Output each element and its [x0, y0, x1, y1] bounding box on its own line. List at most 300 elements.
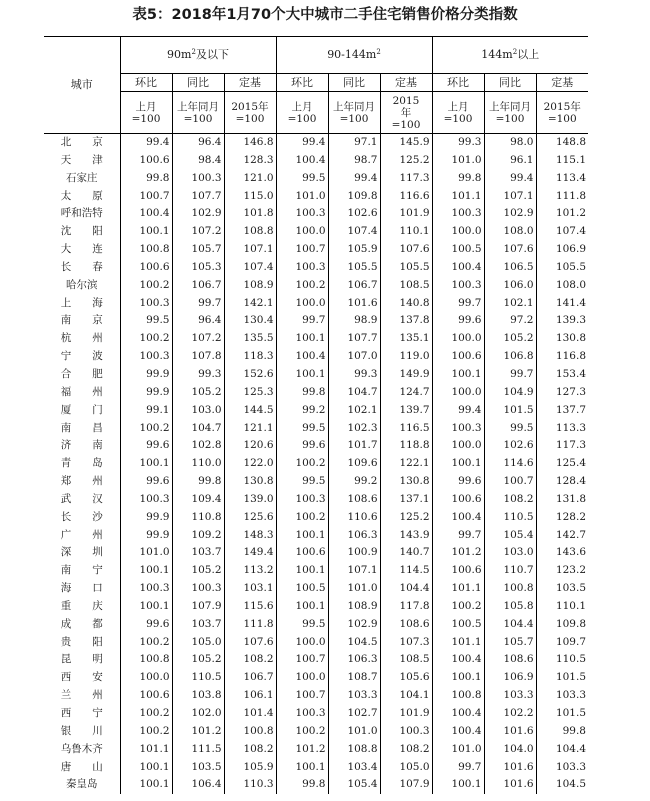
index-value: 100.2: [276, 277, 328, 295]
index-value: 99.6: [276, 437, 328, 455]
index-value: 107.6: [224, 634, 276, 652]
table-row: [44, 312, 588, 330]
index-value: 105.3: [172, 259, 224, 277]
index-value: 117.3: [536, 437, 588, 455]
index-value: 106.4: [172, 776, 224, 794]
index-value: 103.5: [172, 759, 224, 777]
index-value: 101.7: [328, 437, 380, 455]
index-value: 98.7: [328, 152, 380, 170]
table-row: [44, 580, 588, 598]
index-value: 100.4: [432, 509, 484, 527]
index-value: 100.1: [432, 669, 484, 687]
index-value: 101.0: [120, 544, 172, 562]
desc-prev-year-month: 上年同月 =100: [172, 92, 224, 134]
index-value: 102.1: [484, 295, 536, 313]
table-row: [44, 223, 588, 241]
index-value: 115.1: [536, 152, 588, 170]
index-value: 100.6: [120, 259, 172, 277]
index-value: 101.6: [484, 723, 536, 741]
index-value: 101.9: [380, 705, 432, 723]
index-value: 98.0: [484, 134, 536, 152]
city-name: 厦 门: [60, 403, 103, 416]
index-value: 139.3: [536, 312, 588, 330]
city-name: 乌鲁木齐: [60, 742, 103, 755]
table-row: [44, 455, 588, 473]
index-value: 108.5: [380, 651, 432, 669]
index-value: 113.2: [224, 562, 276, 580]
index-value: 99.5: [276, 616, 328, 634]
index-value: 103.7: [172, 544, 224, 562]
index-value: 110.5: [536, 651, 588, 669]
city-name: 南 昌: [60, 421, 103, 434]
table-row: [44, 723, 588, 741]
index-value: 106.9: [536, 241, 588, 259]
index-value: 99.2: [276, 402, 328, 420]
city-column-header: 城市: [44, 37, 120, 134]
sub-header-base: 定基: [224, 74, 276, 92]
city-name: 贵 阳: [60, 635, 103, 648]
index-value: 103.5: [536, 580, 588, 598]
index-value: 105.5: [380, 259, 432, 277]
desc-base-2015: 2015年 =100: [536, 92, 588, 134]
table-row: [44, 616, 588, 634]
index-value: 101.5: [484, 402, 536, 420]
index-value: 100.2: [120, 277, 172, 295]
index-value: 130.4: [224, 312, 276, 330]
table-row: [44, 634, 588, 652]
city-name: 秦皇岛: [66, 778, 98, 791]
index-value: 100.0: [276, 669, 328, 687]
index-value: 107.9: [380, 776, 432, 794]
index-value: 96.4: [172, 134, 224, 152]
index-value: 100.6: [120, 687, 172, 705]
index-value: 116.8: [536, 348, 588, 366]
index-value: 100.0: [276, 295, 328, 313]
city-name: 青 岛: [60, 457, 103, 470]
index-value: 119.0: [380, 348, 432, 366]
index-value: 107.7: [172, 188, 224, 206]
table-row: [44, 544, 588, 562]
index-value: 105.7: [172, 241, 224, 259]
index-value: 107.1: [484, 188, 536, 206]
table-row: [44, 776, 588, 794]
index-value: 100.4: [432, 651, 484, 669]
index-value: 118.3: [224, 348, 276, 366]
index-value: 105.9: [224, 759, 276, 777]
index-value: 104.4: [484, 616, 536, 634]
city-name: 大 连: [60, 243, 103, 256]
index-value: 100.3: [120, 491, 172, 509]
index-value: 140.8: [380, 295, 432, 313]
index-value: 108.2: [484, 491, 536, 509]
index-value: 101.1: [120, 741, 172, 759]
index-value: 100.4: [276, 152, 328, 170]
index-value: 99.4: [120, 134, 172, 152]
index-value: 102.2: [484, 705, 536, 723]
city-name: 南 京: [60, 314, 103, 327]
index-value: 140.7: [380, 544, 432, 562]
table-row: [44, 188, 588, 206]
index-value: 110.3: [224, 776, 276, 794]
index-value: 125.2: [380, 152, 432, 170]
index-value: 100.2: [120, 723, 172, 741]
table-row: [44, 741, 588, 759]
index-value: 100.3: [432, 420, 484, 438]
index-value: 148.8: [536, 134, 588, 152]
index-value: 105.7: [484, 634, 536, 652]
index-value: 100.1: [276, 598, 328, 616]
index-value: 100.8: [484, 580, 536, 598]
index-value: 102.8: [172, 437, 224, 455]
table-row: [44, 366, 588, 384]
index-value: 105.2: [484, 330, 536, 348]
city-name: 太 原: [60, 189, 103, 202]
index-value: 99.1: [120, 402, 172, 420]
index-value: 101.0: [328, 723, 380, 741]
index-value: 100.2: [120, 705, 172, 723]
desc-prev-month: 上月 =100: [432, 92, 484, 134]
index-value: 102.6: [484, 437, 536, 455]
index-value: 100.1: [432, 455, 484, 473]
city-name: 深 圳: [60, 546, 103, 559]
table-row: [44, 687, 588, 705]
index-value: 100.7: [276, 651, 328, 669]
index-value: 101.2: [536, 205, 588, 223]
index-value: 131.8: [536, 491, 588, 509]
index-value: 103.7: [172, 616, 224, 634]
index-value: 105.4: [328, 776, 380, 794]
index-value: 142.7: [536, 527, 588, 545]
index-value: 99.6: [120, 437, 172, 455]
index-value: 100.1: [120, 455, 172, 473]
index-value: 99.4: [484, 170, 536, 188]
table-row: [44, 402, 588, 420]
index-value: 101.2: [432, 544, 484, 562]
index-value: 110.8: [172, 509, 224, 527]
index-value: 106.7: [172, 277, 224, 295]
index-value: 101.0: [432, 152, 484, 170]
index-value: 105.2: [172, 384, 224, 402]
table-row: [44, 651, 588, 669]
group-header-small-suffix: 及以下: [195, 48, 229, 61]
table-row: [44, 241, 588, 259]
index-value: 104.9: [484, 384, 536, 402]
index-value: 100.1: [120, 598, 172, 616]
index-value: 100.4: [276, 348, 328, 366]
sub-header-yoy: 同比: [484, 74, 536, 92]
index-value: 108.9: [224, 277, 276, 295]
index-value: 114.6: [484, 455, 536, 473]
index-value: 102.3: [328, 420, 380, 438]
price-index-table: [44, 36, 588, 794]
index-value: 148.3: [224, 527, 276, 545]
index-value: 100.0: [432, 384, 484, 402]
index-value: 108.8: [224, 223, 276, 241]
index-value: 100.1: [276, 759, 328, 777]
index-value: 105.9: [328, 241, 380, 259]
group-header-medium: [276, 37, 432, 74]
index-value: 99.2: [328, 473, 380, 491]
index-value: 103.0: [484, 544, 536, 562]
index-value: 137.8: [380, 312, 432, 330]
index-value: 122.1: [380, 455, 432, 473]
index-value: 108.5: [380, 277, 432, 295]
index-value: 106.9: [484, 669, 536, 687]
index-value: 105.2: [172, 562, 224, 580]
index-value: 100.0: [432, 223, 484, 241]
city-name: 南 宁: [60, 564, 103, 577]
index-value: 107.0: [328, 348, 380, 366]
index-value: 100.2: [120, 330, 172, 348]
index-value: 110.7: [484, 562, 536, 580]
price-index-table-container: [44, 36, 586, 794]
city-name: 郑 州: [60, 475, 103, 488]
city-name: 天 津: [60, 153, 103, 166]
index-value: 100.1: [120, 562, 172, 580]
index-value: 104.4: [380, 580, 432, 598]
index-value: 100.1: [120, 223, 172, 241]
index-value: 108.0: [536, 277, 588, 295]
table-title: 表5：2018年1月70个大中城市二手住宅销售价格分类指数: [132, 7, 518, 23]
index-value: 121.1: [224, 420, 276, 438]
index-value: 99.8: [276, 776, 328, 794]
index-value: 108.2: [380, 741, 432, 759]
table-row: [44, 759, 588, 777]
index-value: 96.1: [484, 152, 536, 170]
index-value: 128.2: [536, 509, 588, 527]
index-value: 111.5: [172, 741, 224, 759]
index-value: 108.6: [380, 616, 432, 634]
index-value: 100.3: [276, 705, 328, 723]
index-value: 108.7: [328, 669, 380, 687]
index-value: 107.1: [224, 241, 276, 259]
index-value: 107.4: [536, 223, 588, 241]
index-value: 100.6: [432, 562, 484, 580]
city-name: 广 州: [60, 528, 103, 541]
index-value: 103.0: [172, 402, 224, 420]
index-value: 100.5: [276, 580, 328, 598]
index-value: 127.3: [536, 384, 588, 402]
header-group-row: [44, 37, 588, 74]
index-value: 100.3: [276, 205, 328, 223]
index-value: 102.6: [328, 205, 380, 223]
index-value: 98.4: [172, 152, 224, 170]
index-value: 99.5: [276, 170, 328, 188]
table-row: [44, 527, 588, 545]
index-value: 100.1: [120, 776, 172, 794]
group-header-small: [120, 37, 276, 74]
index-value: 100.7: [120, 188, 172, 206]
index-value: 135.5: [224, 330, 276, 348]
index-value: 105.4: [484, 527, 536, 545]
index-value: 100.0: [432, 330, 484, 348]
city-name: 石家庄: [66, 171, 98, 184]
index-value: 99.9: [120, 509, 172, 527]
index-value: 120.6: [224, 437, 276, 455]
index-value: 100.5: [432, 241, 484, 259]
index-value: 142.1: [224, 295, 276, 313]
index-value: 107.6: [484, 241, 536, 259]
index-value: 107.3: [380, 634, 432, 652]
index-value: 143.6: [536, 544, 588, 562]
table-row: [44, 348, 588, 366]
index-value: 100.4: [432, 723, 484, 741]
index-value: 108.2: [224, 651, 276, 669]
index-value: 100.3: [276, 259, 328, 277]
index-value: 99.6: [432, 473, 484, 491]
table-body: [44, 134, 588, 795]
table-row: [44, 705, 588, 723]
index-value: 99.7: [172, 295, 224, 313]
group-header-small-text: 90m: [167, 48, 192, 61]
index-value: 109.8: [536, 616, 588, 634]
index-value: 104.5: [536, 776, 588, 794]
group-header-medium-text: 90-144m: [327, 48, 377, 61]
index-value: 104.0: [484, 741, 536, 759]
index-value: 102.7: [328, 705, 380, 723]
index-value: 113.3: [536, 420, 588, 438]
index-value: 106.8: [484, 348, 536, 366]
index-value: 99.7: [276, 312, 328, 330]
index-value: 115.0: [224, 188, 276, 206]
header-sub-row: [44, 74, 588, 92]
index-value: 100.1: [276, 330, 328, 348]
index-value: 105.0: [172, 634, 224, 652]
index-value: 124.7: [380, 384, 432, 402]
table-row: [44, 437, 588, 455]
index-value: 101.6: [484, 776, 536, 794]
index-value: 102.9: [328, 616, 380, 634]
index-value: 106.7: [328, 277, 380, 295]
index-value: 128.3: [224, 152, 276, 170]
index-value: 107.6: [380, 241, 432, 259]
index-value: 130.8: [536, 330, 588, 348]
index-value: 100.3: [276, 491, 328, 509]
sub-header-mom: 环比: [276, 74, 328, 92]
table-row: [44, 170, 588, 188]
table-row: [44, 562, 588, 580]
city-name: 哈尔滨: [66, 278, 98, 291]
index-value: 100.3: [120, 348, 172, 366]
index-value: 106.3: [328, 527, 380, 545]
desc-prev-month: 上月 =100: [276, 92, 328, 134]
index-value: 101.1: [432, 634, 484, 652]
city-name: 银 川: [60, 724, 103, 737]
index-value: 107.8: [172, 348, 224, 366]
index-value: 115.6: [224, 598, 276, 616]
index-value: 103.3: [536, 687, 588, 705]
index-value: 101.4: [224, 705, 276, 723]
index-value: 103.1: [224, 580, 276, 598]
group-header-large-suffix: 以上: [517, 48, 540, 61]
table-row: [44, 152, 588, 170]
index-value: 101.5: [536, 705, 588, 723]
index-value: 144.5: [224, 402, 276, 420]
index-value: 105.8: [484, 598, 536, 616]
city-name: 长 春: [60, 260, 103, 273]
index-value: 103.3: [328, 687, 380, 705]
index-value: 146.8: [224, 134, 276, 152]
desc-base-2015: 2015年 =100: [224, 92, 276, 134]
city-name: 北 京: [60, 136, 103, 148]
index-value: 102.9: [484, 205, 536, 223]
index-value: 145.9: [380, 134, 432, 152]
sub-header-mom: 环比: [432, 74, 484, 92]
index-value: 100.7: [276, 241, 328, 259]
index-value: 100.1: [432, 776, 484, 794]
index-value: 99.9: [120, 527, 172, 545]
table-row: [44, 669, 588, 687]
index-value: 116.6: [380, 188, 432, 206]
index-value: 99.5: [484, 420, 536, 438]
index-value: 100.2: [120, 634, 172, 652]
index-value: 106.7: [224, 669, 276, 687]
sub-header-base: 定基: [536, 74, 588, 92]
index-value: 99.8: [120, 170, 172, 188]
index-value: 125.2: [380, 509, 432, 527]
index-value: 100.1: [276, 562, 328, 580]
city-name: 成 都: [60, 617, 103, 630]
city-name: 宁 波: [60, 350, 103, 363]
index-value: 100.6: [432, 348, 484, 366]
index-value: 111.8: [536, 188, 588, 206]
index-value: 106.5: [484, 259, 536, 277]
index-value: 139.7: [380, 402, 432, 420]
city-name: 武 汉: [60, 492, 103, 505]
index-value: 114.5: [380, 562, 432, 580]
index-value: 107.2: [172, 330, 224, 348]
index-value: 108.6: [328, 491, 380, 509]
city-name: 西 宁: [60, 707, 103, 719]
index-value: 99.5: [276, 420, 328, 438]
index-value: 130.8: [224, 473, 276, 491]
index-value: 109.6: [328, 455, 380, 473]
index-value: 152.6: [224, 366, 276, 384]
index-value: 99.6: [120, 473, 172, 491]
table-row: [44, 259, 588, 277]
index-value: 101.0: [276, 188, 328, 206]
city-name: 重 庆: [60, 599, 103, 612]
index-value: 117.3: [380, 170, 432, 188]
index-value: 110.5: [172, 669, 224, 687]
table-row: [44, 330, 588, 348]
index-value: 122.0: [224, 455, 276, 473]
index-value: 100.4: [432, 705, 484, 723]
index-value: 107.7: [328, 330, 380, 348]
index-value: 100.0: [276, 634, 328, 652]
index-value: 100.2: [276, 723, 328, 741]
city-name: 昆 明: [60, 653, 103, 666]
index-value: 100.1: [276, 366, 328, 384]
index-value: 105.0: [380, 759, 432, 777]
index-value: 101.5: [536, 669, 588, 687]
index-value: 99.4: [276, 134, 328, 152]
index-value: 99.6: [120, 616, 172, 634]
index-value: 106.3: [328, 651, 380, 669]
city-name: 海 口: [60, 582, 103, 595]
city-name: 杭 州: [60, 332, 103, 345]
index-value: 149.4: [224, 544, 276, 562]
index-value: 105.2: [172, 651, 224, 669]
index-value: 100.2: [276, 455, 328, 473]
index-value: 110.5: [484, 509, 536, 527]
index-value: 104.7: [172, 420, 224, 438]
index-value: 107.4: [328, 223, 380, 241]
city-name: 合 肥: [60, 367, 103, 380]
table-row: [44, 598, 588, 616]
index-value: 99.3: [432, 134, 484, 152]
index-value: 100.5: [432, 616, 484, 634]
